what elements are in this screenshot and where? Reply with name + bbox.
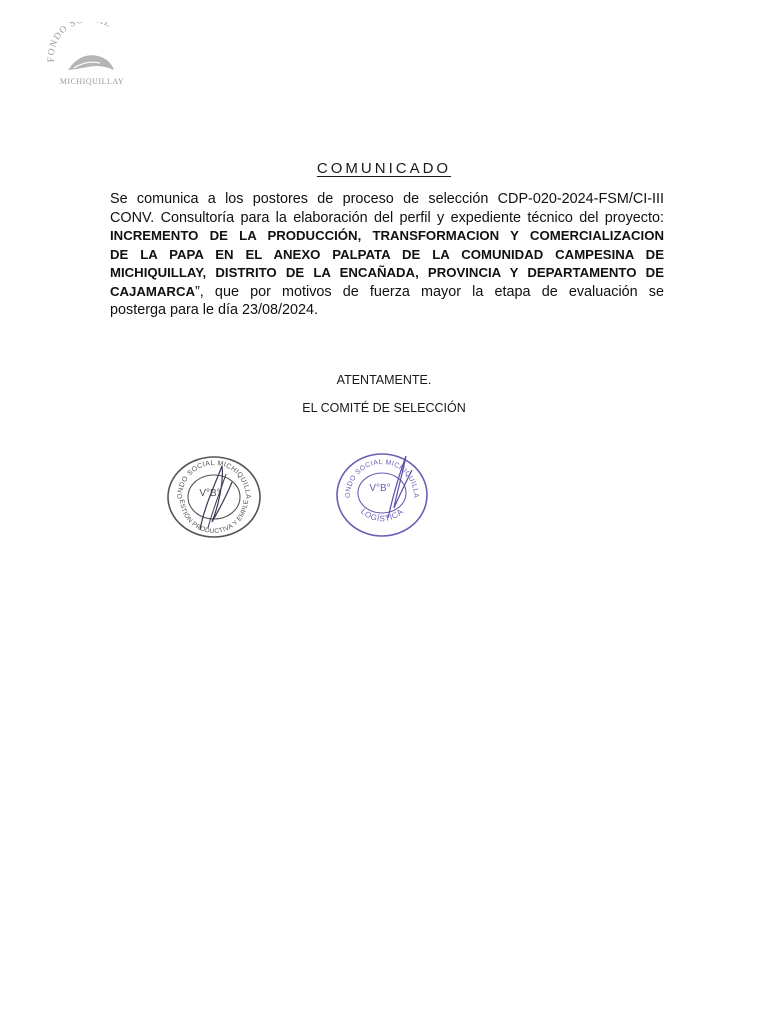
page-title: COMUNICADO	[316, 160, 452, 177]
closing-text: ATENTAMENTE.	[336, 373, 432, 387]
paragraph-line-7: posterga para le día 23/08/2024.	[110, 302, 319, 318]
project-name-part-1: INCREMENTO DE LA PRODUCCIÓN, TRANSFORMACION Y COMERCIALIZACION	[110, 228, 664, 243]
seal-2-center-text: V°B°	[369, 483, 391, 494]
notice-paragraph	[110, 190, 664, 320]
seal-1-bottom-text: ESTIÓN PRODUCTIVA Y EMPLE	[177, 499, 251, 536]
svg-text:FONDO SOCIAL	[47, 22, 113, 62]
seal-1-top-text: ONDO SOCIAL MICHIQUILLA	[176, 459, 252, 500]
seal-2-bottom-text: LOGÍSTICA	[358, 506, 406, 524]
svg-text:LOGÍSTICA	[359, 507, 405, 524]
seal-2-top-text: ONDO SOCIAL MICHIQUILLA	[344, 458, 420, 499]
committee-signature-text: EL COMITÉ DE SELECCIÓN	[302, 401, 466, 415]
seal-1-icon	[160, 452, 268, 542]
seal-gestion-productiva	[160, 452, 268, 542]
paragraph-line-5	[110, 264, 664, 283]
logo-arc-text: FONDO S L	[46, 22, 113, 63]
seal-1-center-text: V°B°	[199, 488, 221, 499]
seal-2-icon	[332, 448, 432, 540]
seal-logistica	[332, 448, 432, 540]
project-name-part-4: CAJAMARCA	[110, 283, 195, 299]
project-name-part-3: MICHIQUILLAY, DISTRITO DE LA ENCAÑADA, PROVINCIA Y DEPARTAMENTO DE	[110, 265, 664, 280]
paragraph-line-2: CONV. Consultoría para la elaboración del perfil y expediente técnico del proyecto:	[110, 209, 664, 226]
fondo-social-logo	[40, 22, 140, 92]
paragraph-line-6-rest: ”, que por motivos de fuerza mayor la etapa de evaluación se	[195, 283, 664, 300]
project-name-part-2: DE LA PAPA EN EL ANEXO PALPATA DE LA COMUNIDAD CAMPESINA DE	[110, 246, 664, 262]
logo-mark	[40, 22, 140, 92]
paragraph-line-4	[110, 246, 664, 265]
logo-sub-text: MICHIQUILLAY	[59, 77, 125, 86]
paragraph-line-6	[110, 283, 664, 302]
paragraph-line-1: Se comunica a los postores de proceso de selección CDP-020-2024-FSM/CI-III	[110, 191, 664, 207]
paragraph-line-3	[110, 227, 664, 246]
